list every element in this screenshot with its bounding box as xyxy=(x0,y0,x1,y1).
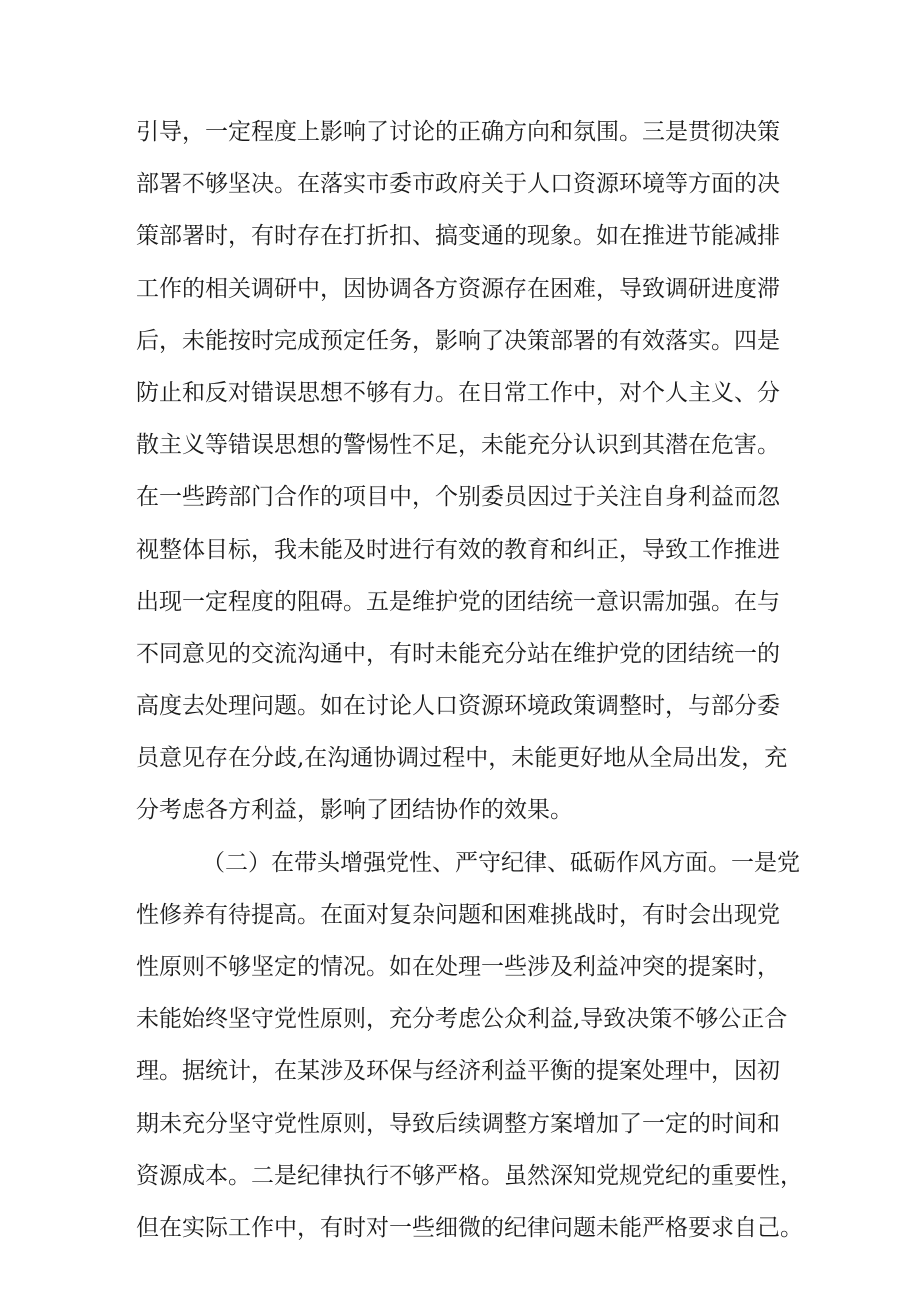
text-line: 引导，一定程度上影响了讨论的正确方向和氛围。三是贯彻决策 xyxy=(136,119,780,145)
text-line: 防止和反对错误思想不够有力。在日常工作中，对个人主义、分 xyxy=(136,379,780,406)
text-line: 部署不够坚决。在落实市委市政府关于人口资源环境等方面的决 xyxy=(136,171,780,198)
text-line: 视整体目标，我未能及时进行有效的教育和纠正，导致工作推进 xyxy=(136,536,780,563)
text-line: 性修养有待提高。在面对复杂问题和困难挑战时，有时会出现党 xyxy=(136,901,780,928)
text-line: 未能始终坚守党性原则，充分考虑公众利益,导致决策不够公正合 xyxy=(136,1006,788,1033)
text-line: 出现一定程度的阻碍。五是维护党的团结统一意识需加强。在与 xyxy=(136,588,780,615)
body-text xyxy=(136,112,816,1260)
text-line: 性原则不够坚定的情况。如在处理一些涉及利益冲突的提案时， xyxy=(136,954,780,980)
text-line: 高度去处理问题。如在讨论人口资源环境政策调整时，与部分委 xyxy=(136,693,780,720)
text-line: 资源成本。二是纪律执行不够严格。虽然深知党规党纪的重要性， xyxy=(136,1162,803,1189)
text-line: 后，未能按时完成预定任务，影响了决策部署的有效落实。四是 xyxy=(136,327,780,354)
text-line: 理。据统计，在某涉及环保与经济利益平衡的提案处理中，因初 xyxy=(136,1058,780,1085)
text-line: 但在实际工作中，有时对一些细微的纪律问题未能严格要求自己。 xyxy=(136,1214,803,1241)
text-line: 员意见存在分歧,在沟通协调过程中，未能更好地从全局出发，充 xyxy=(136,745,788,772)
section-heading-line: （二）在带头增强党性、严守纪律、砥砺作风方面。一是党 xyxy=(202,849,800,876)
text-line: 不同意见的交流沟通中，有时未能充分站在维护党的团结统一的 xyxy=(136,640,780,667)
text-line: 在一些跨部门合作的项目中，个别委员因过于关注自身利益而忽 xyxy=(136,484,780,511)
text-line: 策部署时，有时存在打折扣、搞变通的现象。如在推进节能减排 xyxy=(136,223,780,250)
text-line: 散主义等错误思想的警惕性不足，未能充分认识到其潜在危害。 xyxy=(136,432,780,459)
text-line: 工作的相关调研中，因协调各方资源存在困难，导致调研进度滞 xyxy=(136,275,780,302)
text-line: 分考虑各方利益，影响了团结协作的效果。 xyxy=(136,797,573,824)
text-line: 期未充分坚守党性原则，导致后续调整方案增加了一定的时间和 xyxy=(136,1110,780,1137)
